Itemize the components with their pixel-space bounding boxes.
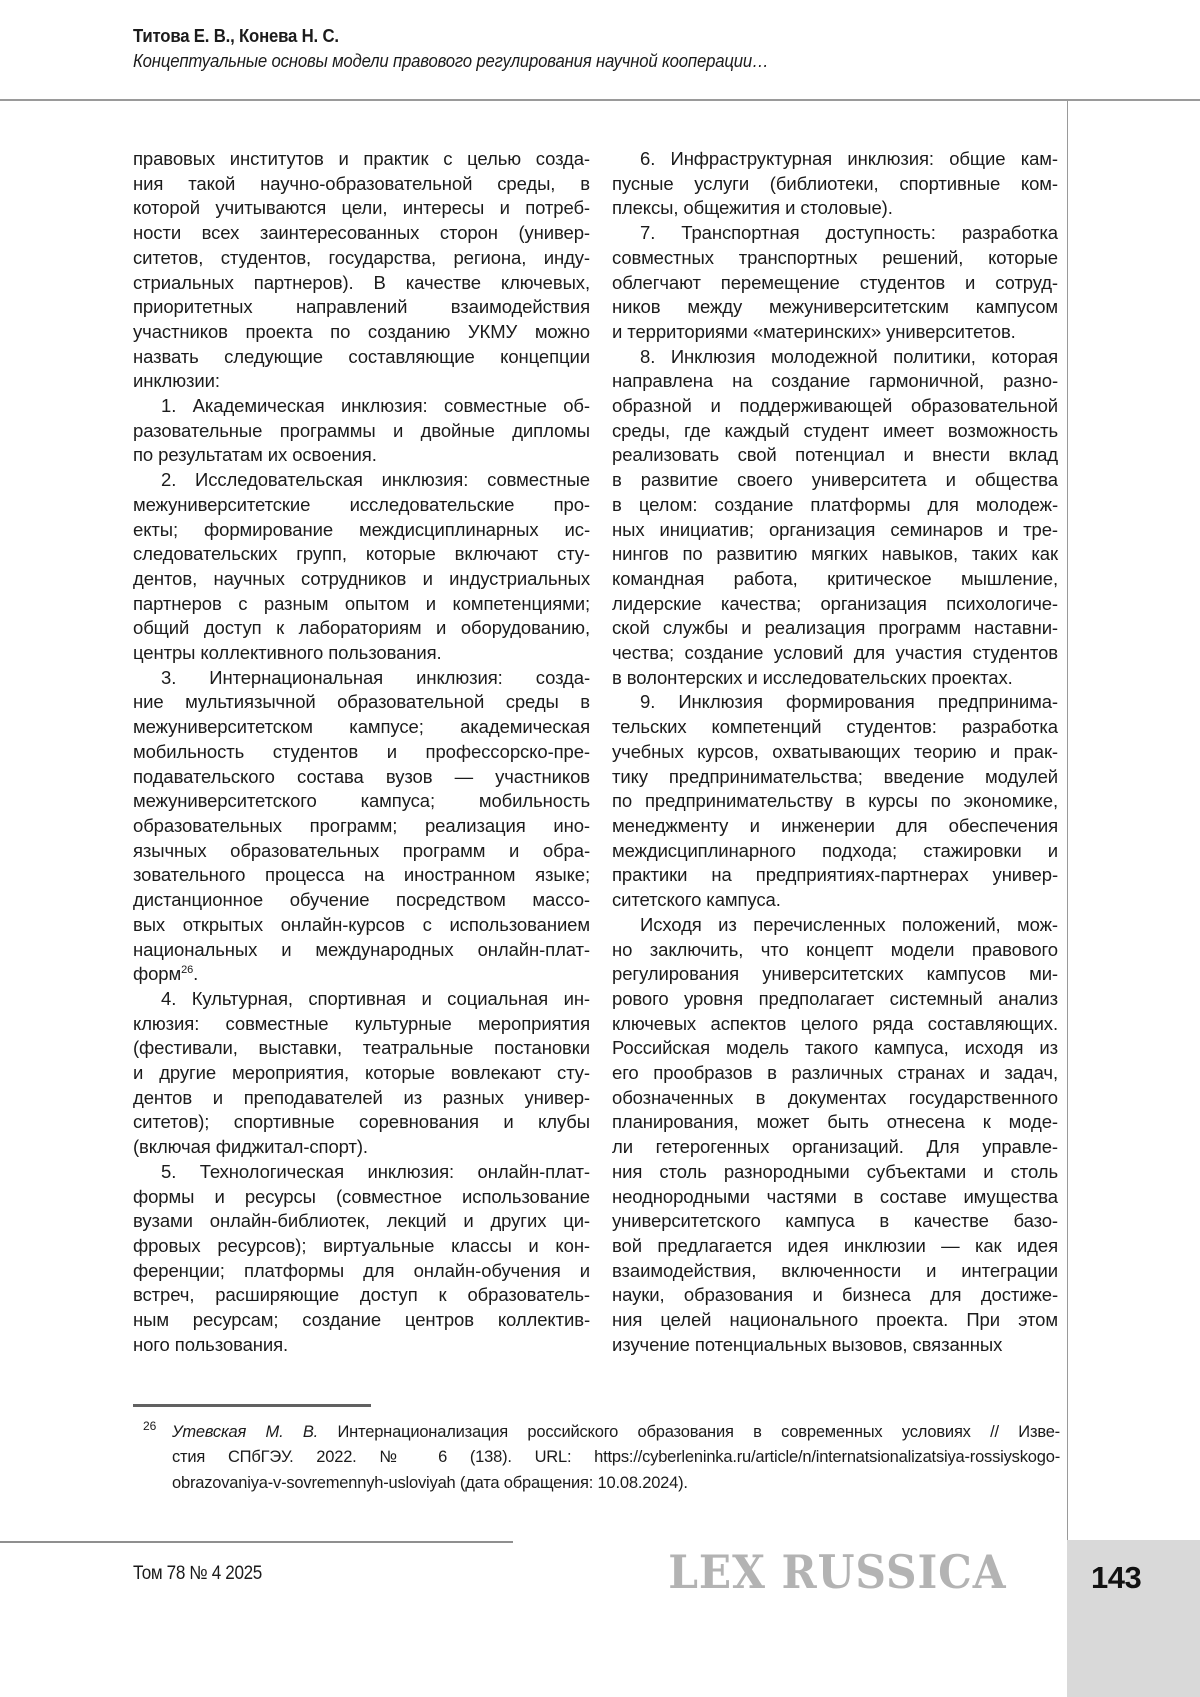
text-line: межуниверситетского кампуса; мобильность: [133, 790, 590, 812]
text-line: язычных образовательных программ и обра-: [133, 839, 590, 861]
text-line: образовательных программ; реализация ино-: [133, 814, 590, 836]
text-line: 7. Транспортная доступность: разработка: [640, 222, 1058, 244]
text-line: ности всех заинтересованных сторон (универ-: [133, 222, 590, 244]
text-line: участников проекта по созданию УКМУ можно: [133, 320, 590, 342]
page-number-box: [1067, 1540, 1200, 1697]
text-line: образной и поддерживающей образовательной: [612, 395, 1058, 417]
text-line: командная работа, критическое мышление,: [612, 567, 1058, 589]
text-line: дентов и преподавателей из разных универ-: [133, 1086, 590, 1108]
text-line: учебных курсов, охватывающих теорию и прак-: [612, 740, 1058, 762]
text-line: ния целей национального проекта. При этом: [612, 1309, 1058, 1331]
text-line: ния столь разнородными субъектами и столь: [612, 1160, 1058, 1182]
text-line: по результатам их освоения.: [133, 444, 377, 466]
text-line: Исходя из перечисленных положений, мож-: [640, 913, 1058, 935]
footnote-line: obrazovaniya-v-sovremennyh-usloviyah (дата обращения: 10.08.2024).: [172, 1473, 688, 1492]
text-line: национальных и международных онлайн-плат-: [133, 938, 590, 960]
text-line: вузами онлайн-библиотек, лекций и других ци-: [133, 1210, 590, 1232]
text-line: общий доступ к лабораториям и оборудованию,: [133, 617, 590, 639]
text-line: дентов, научных сотрудников и индустриальных: [133, 567, 590, 589]
text-line: и территориями «материнских» университетов.: [612, 320, 1016, 342]
text-line: совместных транспортных решений, которые: [612, 246, 1058, 268]
text-line: клюзия: совместные культурные мероприятия: [133, 1012, 590, 1034]
footnote-line: Утевская М. В. Интернационализация российского образования в современных условиях // Изве-: [172, 1423, 1060, 1441]
text-line: по предпринимательству в курсы по экономике,: [612, 790, 1058, 812]
text-line: правовых институтов и практик с целью созда-: [133, 148, 590, 169]
text-line: стриальных партнеров). В качестве ключевых,: [133, 271, 590, 293]
text-line: ных инициатив; организация семинаров и тре-: [612, 518, 1058, 540]
text-line: его прообразов в различных странах и задач,: [612, 1062, 1058, 1084]
text-line: тельских компетенций студентов: разработка: [612, 716, 1058, 738]
text-line: ситетов, студентов, государства, региона, инду-: [133, 246, 590, 268]
text-line: 9. Инклюзия формирования предпринима-: [640, 691, 1058, 713]
text-line: ние мультиязычной образовательной среды в: [133, 691, 590, 713]
text-line: рового уровня предполагает системный анализ: [612, 987, 1058, 1009]
text-line: межуниверситетском кампусе; академическая: [133, 716, 590, 738]
text-line: междисциплинарного подхода; стажировки и: [612, 839, 1058, 861]
text-line: облегчают перемещение студентов и сотруд-: [612, 271, 1058, 293]
text-line: дистанционное обучение посредством массо-: [133, 889, 590, 911]
text-line: изучение потенциальных вызовов, связанных: [612, 1333, 1003, 1355]
text-line: форм$^{26}$.: [133, 963, 199, 985]
footnote-text: [172, 1420, 1060, 1496]
text-line: центры коллективного пользования.: [133, 642, 442, 664]
text-line: межуниверситетские исследовательские про-: [133, 493, 590, 515]
vertical-margin-rule: [1067, 101, 1068, 1540]
text-line: 2. Исследовательская инклюзия: совместные: [161, 469, 590, 491]
text-line: (фестивали, выставки, театральные постановки: [133, 1037, 590, 1059]
page-number: 143: [1091, 1560, 1142, 1595]
text-line: партнеров с разным опытом и компетенциями;: [133, 592, 590, 614]
text-line: подавательского состава вузов — участников: [133, 765, 590, 787]
text-line: ным ресурсам; создание центров коллектив-: [133, 1309, 590, 1331]
text-line: ников между межуниверситетским кампусом: [612, 296, 1058, 318]
text-line: которой учитываются цели, интересы и потреб-: [133, 197, 590, 219]
footnote-marker: 26: [143, 1419, 157, 1433]
text-line: менеджменту и инженерии для обеспечения: [612, 814, 1058, 836]
text-line: ния такой научно-образовательной среды, в: [133, 172, 590, 194]
text-line: мобильность студентов и профессорско-пре-: [133, 740, 590, 762]
text-line: 5. Технологическая инклюзия: онлайн-плат-: [161, 1160, 590, 1182]
header-rule: [0, 99, 1200, 101]
text-line: следовательских групп, которые включают сту-: [133, 543, 590, 565]
text-line: встреч, расширяющие доступ к образователь-: [133, 1284, 590, 1306]
text-line: вой предлагается идея инклюзии — как идея: [612, 1234, 1058, 1256]
footer-rule: [0, 1541, 513, 1543]
text-column-right: [612, 147, 1058, 1357]
text-line: науки, образования и бизнеса для достиже-: [612, 1284, 1058, 1306]
footnote-line: стия СПбГЭУ. 2022. № 6 (138). URL: https://cyberleninka.ru/article/n/internatsionalizatsiya-rossiyskogo-: [172, 1448, 1060, 1467]
text-column-left: [133, 147, 590, 1357]
header-authors: Титова Е. В., Конева Н. С.: [133, 26, 339, 46]
text-line: обозначенных в документах государственного: [612, 1086, 1058, 1108]
text-line: Российская модель такого кампуса, исходя из: [612, 1037, 1058, 1059]
text-line: практики на предприятиях-партнерах универ-: [612, 864, 1058, 886]
header-running-title: Концептуальные основы модели правового регулирования научной кооперации…: [133, 51, 769, 71]
text-line: 8. Инклюзия молодежной политики, которая: [640, 345, 1058, 367]
journal-logo: LEX RUSSICA: [668, 1545, 1007, 1599]
text-line: 1. Академическая инклюзия: совместные об-: [161, 395, 590, 417]
text-line: нингов по развитию мягких навыков, таких как: [612, 543, 1058, 565]
text-line: ли гетерогенных организаций. Для управле-: [612, 1136, 1058, 1158]
text-line: плексы, общежития и столовые).: [612, 197, 893, 219]
text-line: пусные услуги (библиотеки, спортивные ком-: [612, 172, 1058, 194]
text-line: ференции; платформы для онлайн-обучения и: [133, 1259, 590, 1281]
text-line: но заключить, что концепт модели правового: [612, 938, 1058, 960]
text-line: ситетского кампуса.: [612, 889, 781, 911]
text-line: в развитие своего университета и общества: [612, 469, 1058, 491]
text-line: назвать следующие составляющие концепции: [133, 345, 590, 367]
text-line: 4. Культурная, спортивная и социальная ин-: [161, 987, 590, 1009]
volume-issue-label: Том 78 № 4 2025: [133, 1563, 262, 1584]
text-line: 3. Интернациональная инклюзия: созда-: [161, 666, 590, 688]
text-line: инклюзии:: [133, 370, 220, 392]
text-line: ской службы и реализация программ наставни-: [612, 617, 1058, 639]
text-line: вых открытых онлайн-курсов с использованием: [133, 913, 590, 935]
text-line: (включая фиджитал-спорт).: [133, 1136, 368, 1158]
text-line: чества; создание условий для участия студентов: [612, 642, 1058, 664]
text-line: приоритетных направлений взаимодействия: [133, 296, 590, 318]
text-line: в волонтерских и исследовательских проектах.: [612, 666, 1013, 688]
text-line: неоднородными частями в составе имущества: [612, 1185, 1058, 1207]
text-line: взаимодействия, включенности и интеграции: [612, 1259, 1058, 1281]
text-line: реализовать свой потенциал и внести вклад: [612, 444, 1058, 466]
text-line: направлена на создание гармоничной, разно-: [612, 370, 1058, 392]
text-line: ного пользования.: [133, 1333, 289, 1355]
text-line: ключевых аспектов целого ряда составляющих.: [612, 1012, 1058, 1034]
text-line: лидерские качества; организация психологиче-: [612, 592, 1058, 614]
text-line: 6. Инфраструктурная инклюзия: общие кам-: [640, 148, 1058, 169]
text-line: зовательного процесса на иностранном языке;: [133, 864, 590, 886]
text-line: университетского кампуса в качестве базо-: [612, 1210, 1058, 1232]
text-line: в целом: создание платформы для молодеж-: [612, 493, 1058, 515]
text-line: разовательные программы и двойные дипломы: [133, 419, 590, 441]
footnote-separator-rule: [133, 1404, 371, 1407]
text-line: и другие мероприятия, которые вовлекают сту-: [133, 1062, 590, 1084]
text-line: екты; формирование междисциплинарных ис-: [133, 518, 590, 540]
text-line: формы и ресурсы (совместное использование: [133, 1185, 590, 1207]
text-line: фровых ресурсов); виртуальные классы и кон-: [133, 1234, 590, 1256]
text-line: ситетов); спортивные соревнования и клубы: [133, 1111, 590, 1133]
text-line: планирования, может быть отнесена к моде-: [612, 1111, 1058, 1133]
text-line: тику предпринимательства; введение модулей: [612, 765, 1058, 787]
text-line: среды, где каждый студент имеет возможность: [612, 419, 1058, 441]
text-line: регулирования университетских кампусов ми-: [612, 963, 1058, 985]
